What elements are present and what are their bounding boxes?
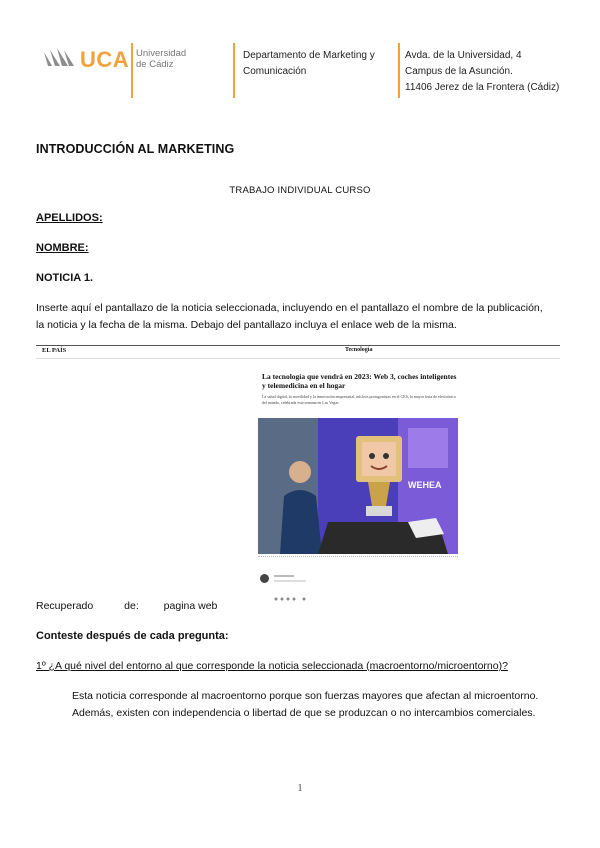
logo-divider bbox=[131, 43, 133, 98]
address-line: Campus de la Asunción. bbox=[405, 66, 513, 77]
address-line: 11406 Jerez de la Frontera (Cádiz) bbox=[405, 82, 560, 93]
conteste-label: Conteste después de cada pregunta: bbox=[36, 630, 229, 642]
apellidos-label: APELLIDOS: bbox=[36, 212, 103, 224]
recuperado-label: Recuperado bbox=[36, 600, 94, 612]
news-headline: La tecnología que vendrá en 2023: Web 3, coches inteligentes y telemedicina en el hogar bbox=[262, 372, 457, 390]
recuperado-row bbox=[36, 600, 217, 612]
instructions bbox=[36, 300, 566, 334]
share-icons bbox=[274, 588, 308, 592]
author-name-placeholder bbox=[274, 575, 294, 577]
logo-wordmark: UCA bbox=[80, 47, 130, 72]
course-title: INTRODUCCIÓN AL MARKETING bbox=[36, 142, 235, 156]
instructions-line: Inserte aquí el pantallazo de la noticia seleccionada, incluyendo en el pantallazo el nombre de la publicación, bbox=[36, 302, 543, 314]
department-line: Departamento de Marketing y bbox=[243, 50, 375, 61]
department-block bbox=[243, 48, 375, 80]
news-screenshot-topbar bbox=[36, 345, 560, 359]
uca-logo bbox=[42, 42, 192, 100]
author-avatar bbox=[260, 574, 269, 583]
nombre-label: NOMBRE: bbox=[36, 242, 89, 254]
news-publication-name: EL PAÍS bbox=[42, 347, 67, 354]
news-photo-sign: WEHEA bbox=[408, 480, 442, 490]
answer-line: Además, existen con independencia o libertad de que se produzcan o no intercambios comerciales. bbox=[72, 707, 536, 719]
document-subtitle: TRABAJO INDIVIDUAL CURSO bbox=[229, 185, 371, 196]
answer-line: Esta noticia corresponde al macroentorno porque son fuerzas mayores que afectan al microentorno. bbox=[72, 690, 539, 702]
question-1: 1º ¿A qué nivel del entorno al que corresponde la noticia seleccionada (macroentorno/microentorno)? bbox=[36, 660, 508, 672]
share-buttons-icon bbox=[274, 597, 308, 601]
address-line: Avda. de la Universidad, 4 bbox=[405, 50, 522, 61]
header-divider-1 bbox=[233, 43, 235, 98]
photo-caption-line bbox=[258, 556, 458, 559]
logo-subtitle-line1: Universidad bbox=[136, 48, 187, 59]
page-number: 1 bbox=[297, 783, 303, 794]
address-block bbox=[405, 48, 559, 96]
instructions-line: la noticia y la fecha de la misma. Debajo del pantallazo incluya el enlace web de la misma. bbox=[36, 319, 457, 331]
department-line: Comunicación bbox=[243, 66, 307, 77]
news-photo bbox=[258, 418, 458, 554]
news-author-block bbox=[258, 570, 458, 600]
author-date-placeholder bbox=[274, 580, 306, 582]
logo-subtitle-line2: de Cádiz bbox=[136, 59, 174, 70]
pagina-web-text: pagina web bbox=[163, 600, 218, 612]
news-section-name: Tecnología bbox=[345, 347, 373, 353]
answer-1 bbox=[72, 688, 572, 722]
de-label: de: bbox=[124, 600, 139, 612]
news-lede: La salud digital, la movilidad y la innovación empresarial, núcleos protagonistas en el CES, la mayor feria de electrónica del mundo, celebrada esta semana en Las Vegas bbox=[262, 394, 456, 405]
header-divider-2 bbox=[398, 43, 400, 98]
noticia-label: NOTICIA 1. bbox=[36, 272, 94, 284]
